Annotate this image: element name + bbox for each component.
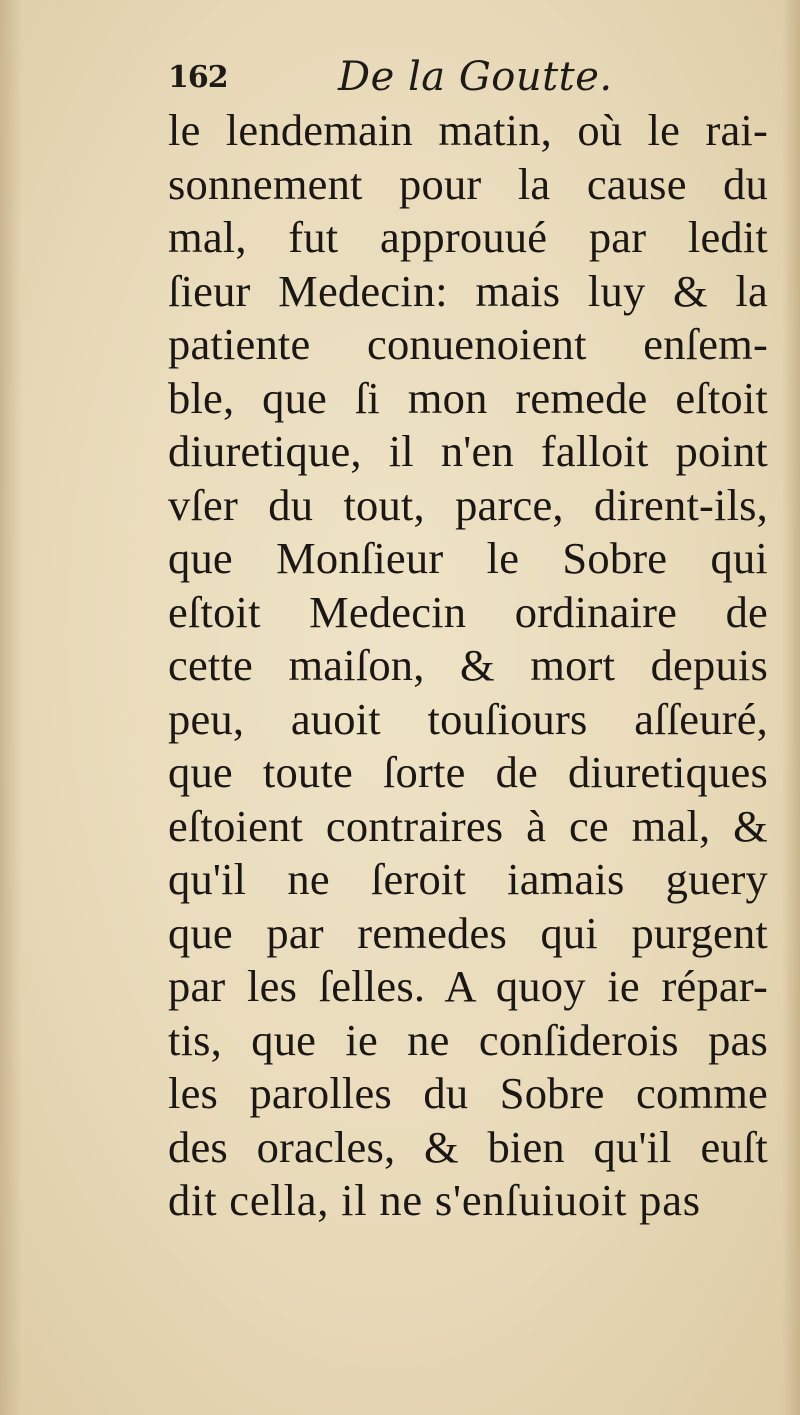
text-line: vſer du tout, parce, dirent-ils, — [168, 479, 768, 530]
page-shadow-left — [0, 0, 22, 1415]
text-line: ble, que ſi mon remede eſtoit — [168, 372, 768, 423]
text-line: dit cella, il ne s'enſuiuoit pas — [168, 1175, 701, 1225]
text-line: ſieur Medecin: mais luy & la — [168, 265, 768, 316]
text-line: eſtoient contraires à ce mal, & — [168, 800, 768, 851]
running-title: De la Goutte. — [338, 54, 613, 100]
text-line: eſtoit Medecin ordinaire de — [168, 586, 768, 637]
page-shadow-right — [782, 0, 800, 1415]
page-header — [168, 54, 768, 104]
text-line: peu, auoit touſiours aſſeuré, — [168, 693, 768, 744]
body-text — [168, 104, 768, 1228]
text-line: des oracles, & bien qu'il euſt — [168, 1121, 768, 1172]
text-line: que Monſieur le Sobre qui — [168, 533, 768, 583]
text-line: patiente conuenoient enſem- — [168, 319, 768, 369]
text-line: tis, que ie ne conſiderois pas — [168, 1014, 768, 1065]
text-line: mal, fut approuué par ledit — [168, 212, 768, 262]
text-line: par les ſelles. A quoy ie répar- — [168, 961, 768, 1011]
text-line: que toute ſorte de diuretiques — [168, 747, 768, 797]
text-line: cette maiſon, & mort depuis — [168, 640, 768, 690]
text-line: le lendemain matin, où le rai- — [168, 105, 768, 155]
text-line: sonnement pour la cause du — [168, 158, 768, 209]
text-line: que par remedes qui purgent — [168, 907, 768, 958]
text-line: les parolles du Sobre comme — [168, 1068, 768, 1118]
page-number: 162 — [168, 60, 228, 95]
text-line: diuretique, il n'en falloit point — [168, 426, 768, 476]
text-line: qu'il ne ſeroit iamais guery — [168, 854, 768, 904]
